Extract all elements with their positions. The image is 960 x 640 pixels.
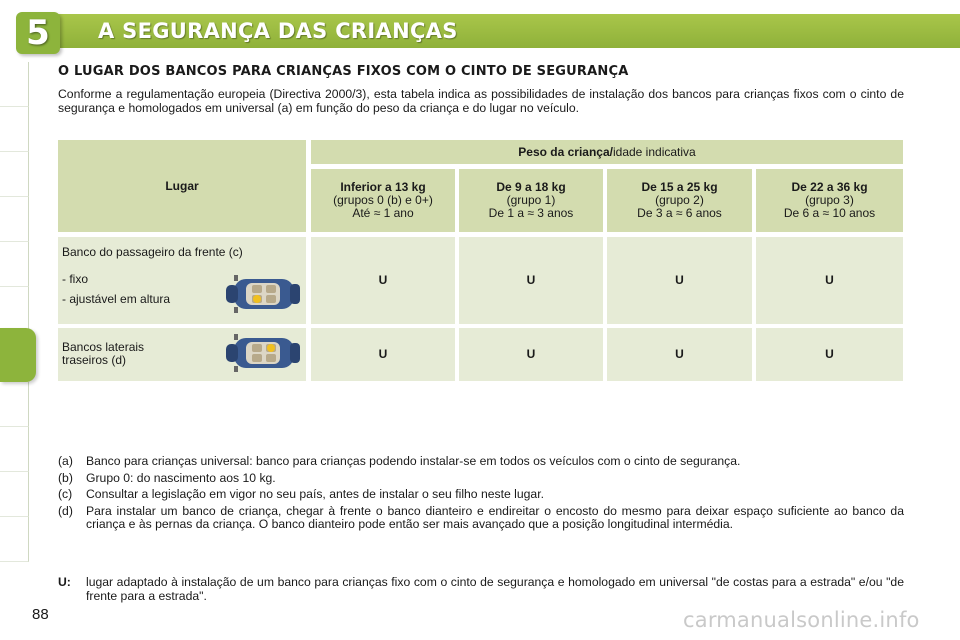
footnote [58,488,904,502]
column-header [459,169,603,232]
chapter-tab[interactable] [0,107,29,152]
table-cell [311,328,455,381]
column-group: (grupo 2) [655,193,704,207]
suitability-value: U [526,347,536,361]
footnote-text: Para instalar um banco de criança, chegar à frente o banco dianteiro e endireitar o encosto do mesmo para deixar espaço suficiente ao banco da criança e às pernas da criança. O banco dianteiro pode então ser mais avançado que a posição longitudinal intermédia. [86,503,904,531]
table-cell [459,328,603,381]
table-cell [756,237,903,324]
footnotes [58,455,904,535]
chapter-tab[interactable] [0,382,29,427]
chapter-tab[interactable] [0,517,29,562]
footnote-key: (b) [58,470,73,485]
chapter-number: 5 [26,13,50,53]
suitability-value: U [825,273,834,287]
column-weight: De 9 a 18 kg [496,180,566,194]
column-group: (grupo 1) [506,193,556,207]
row-label: Banco do passageiro da frente (c) [62,245,243,259]
footnote-key: (d) [58,503,73,518]
table-cell [756,328,903,381]
footnote-text: Banco para crianças universal: banco para crianças podendo instalar-se em todos os veículos com o cinto de segurança. [86,454,741,468]
intro-paragraph: Conforme a regulamentação europeia (Directiva 2000/3), esta tabela indica as possibilidades de instalação dos bancos para crianças fixos com o cinto de segurança e homologados em universal (a) em função do peso da criança e do lugar no veículo. [58,87,904,115]
car-front-seat-icon [224,275,302,313]
column-weight: De 22 a 36 kg [791,180,868,194]
column-weight: De 15 a 25 kg [641,180,718,194]
chapter-tab[interactable] [0,152,29,197]
row-sublabel: - fixo [62,272,89,286]
row-label-cell [58,237,306,324]
row-label-line: traseiros (d) [62,353,127,367]
chapter-tab[interactable] [0,242,29,287]
suitability-value: U [675,273,684,287]
footnote-text: Consultar a legislação em vigor no seu país, antes de instalar o seu filho neste lugar. [86,487,544,501]
page-number: 88 [32,606,49,623]
table-cell [311,237,455,324]
row-label-line: Bancos laterais [62,340,145,354]
column-header [756,169,903,232]
column-weight: Inferior a 13 kg [340,180,426,194]
chapter-tab-strip [0,62,30,572]
footnote-key: (a) [58,454,73,468]
chapter-title: A SEGURANÇA DAS CRIANÇAS [98,19,458,43]
column-header [607,169,752,232]
weight-header-rest: idade indicativa [612,144,696,159]
column-age: De 3 a ≈ 6 anos [637,206,722,220]
column-group: (grupo 3) [805,193,854,207]
legend-key: U: [58,575,71,589]
column-header [311,169,455,232]
footnote-key: (c) [58,487,73,501]
place-header: Lugar [165,178,199,193]
legend-text: lugar adaptado à instalação de um banco para crianças fixo com o cinto de segurança e homologado em universal "de costas para a estrada" e/ou "de frente para a estrada". [86,575,904,603]
legend-note [58,576,904,603]
footnote-text: Grupo 0: do nascimento aos 10 kg. [86,470,276,485]
weight-header-bold: Peso da criança/ [518,144,613,159]
column-group: (grupos 0 (b) e 0+) [333,193,433,207]
weight-header-cell [311,140,903,164]
column-age: De 1 a ≈ 3 anos [488,206,574,220]
suitability-value: U [526,273,536,287]
chapter-tab-active[interactable] [0,328,36,382]
suitability-value: U [825,347,834,361]
footnote [58,472,904,486]
footnote [58,455,904,469]
chapter-number-badge [16,12,60,54]
column-age: De 6 a ≈ 10 anos [783,206,876,220]
table-cell [459,237,603,324]
suitability-value: U [675,347,684,361]
car-rear-seat-icon [224,334,302,372]
table-cell [607,237,752,324]
watermark: carmanualsonline.info [683,608,920,632]
place-header-cell [58,140,306,232]
suitability-value: U [378,273,388,287]
section-title: O LUGAR DOS BANCOS PARA CRIANÇAS FIXOS COM O CINTO DE SEGURANÇA [58,64,629,79]
suitability-value: U [378,347,388,361]
row-label [62,341,144,367]
chapter-tab[interactable] [0,287,29,332]
row-sublabel: - ajustável em altura [62,292,171,306]
footnote [58,505,904,532]
table-cell [607,328,752,381]
chapter-tab[interactable] [0,62,29,107]
chapter-tab[interactable] [0,197,29,242]
row-label-cell [58,328,306,381]
chapter-tab[interactable] [0,472,29,517]
chapter-tab[interactable] [0,427,29,472]
column-age: Até ≈ 1 ano [352,206,414,220]
